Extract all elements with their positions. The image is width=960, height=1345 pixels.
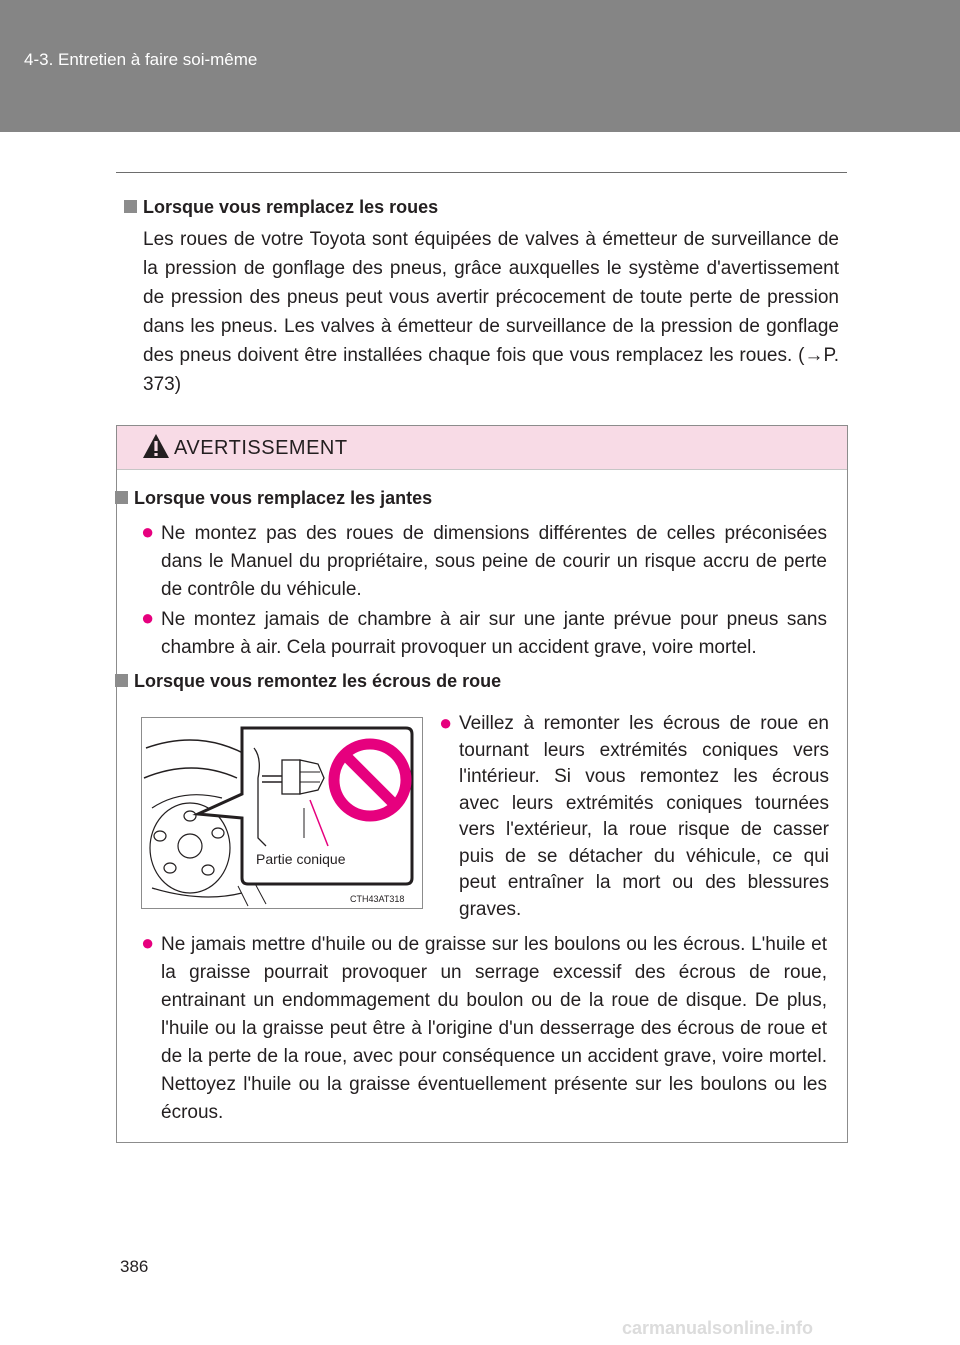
intro-heading-text: Lorsque vous remplacez les roues (143, 197, 439, 217)
rims-heading (115, 488, 432, 509)
rims-heading-text: Lorsque vous remplacez les jantes (134, 488, 433, 508)
watermark: carmanualsonline.info (622, 1318, 814, 1338)
circle-bullet-icon: ● (439, 710, 453, 735)
bullet-text: Ne jamais mettre d'huile ou de graisse sur les boulons ou les écrous. L'huile et la graisse pourrait provoquer un serrage excessif des écrous de roue, entrainant un endommagement du boulon ou de la roue de disque. De plus, l'huile ou la graisse peut être à l'origine d'un desserrage des écrous de roue et de la perte de la roue, avec pour conséquence un accident grave, voire mortel. Nettoyez l'huile ou la graisse éventuellement présente sur les boulons ou les écrous. (161, 934, 827, 1123)
warning-box (116, 425, 848, 1143)
bullet-text: Ne montez jamais de chambre à air sur une jante prévue pour pneus sans chambre à air. Cela pourrait provoquer un accident grave, voire mortel. (161, 609, 827, 658)
wheel-nut-drawing (142, 718, 422, 908)
bullet-item (141, 605, 827, 662)
nuts-heading-text: Lorsque vous remontez les écrous de roue (134, 671, 502, 691)
circle-bullet-icon: ● (141, 930, 155, 955)
page-number: 386 (120, 1257, 149, 1276)
circle-bullet-icon: ● (141, 605, 155, 630)
circle-bullet-icon: ● (141, 519, 155, 544)
bullet-item (439, 710, 829, 923)
bullet-item (141, 519, 827, 604)
page-header (0, 0, 960, 132)
warning-triangle-icon (142, 433, 170, 459)
conical-part-label: Partie conique (256, 851, 346, 867)
square-bullet-icon (115, 674, 128, 687)
square-bullet-icon (115, 491, 128, 504)
intro-paragraph: Les roues de votre Toyota sont équipées de valves à émetteur de surveillance de la pression de gonflage des pneus, grâce auxquelles le système d'avertissement de pression des pneus peut vous avertir précocement de toute perte de pression dans les pneus. Les valves à émetteur de surveillance de la pression de gonflage des pneus doivent être installées chaque fois que vous remplacez les roues. (→P. 373) (143, 229, 839, 395)
bullet-item (141, 930, 827, 1127)
illustration-code: CTH43AT318 (350, 894, 405, 904)
nuts-heading (115, 671, 501, 692)
wheel-nut-illustration (141, 717, 423, 909)
warning-header (117, 426, 847, 470)
square-bullet-icon (124, 200, 137, 213)
warning-title: AVERTISSEMENT (174, 437, 348, 459)
section-title: 4-3. Entretien à faire soi-même (24, 50, 258, 69)
top-divider (116, 172, 847, 173)
bullet-text: Veillez à remonter les écrous de roue en tournant leurs extrémités coniques vers l'intérieur. Si vous remontez les écrous avec leurs extrémités coniques tournées vers l'extérieur, la roue risque de casser puis de se détacher du véhicule, ce qui peut entraîner la mort ou des blessures graves. (459, 713, 829, 920)
intro-heading (124, 197, 438, 218)
bullet-text: Ne montez pas des roues de dimensions différentes de celles préconisées dans le Manuel du propriétaire, sous peine de courir un risque accru de perte de contrôle du véhicule. (161, 523, 827, 600)
